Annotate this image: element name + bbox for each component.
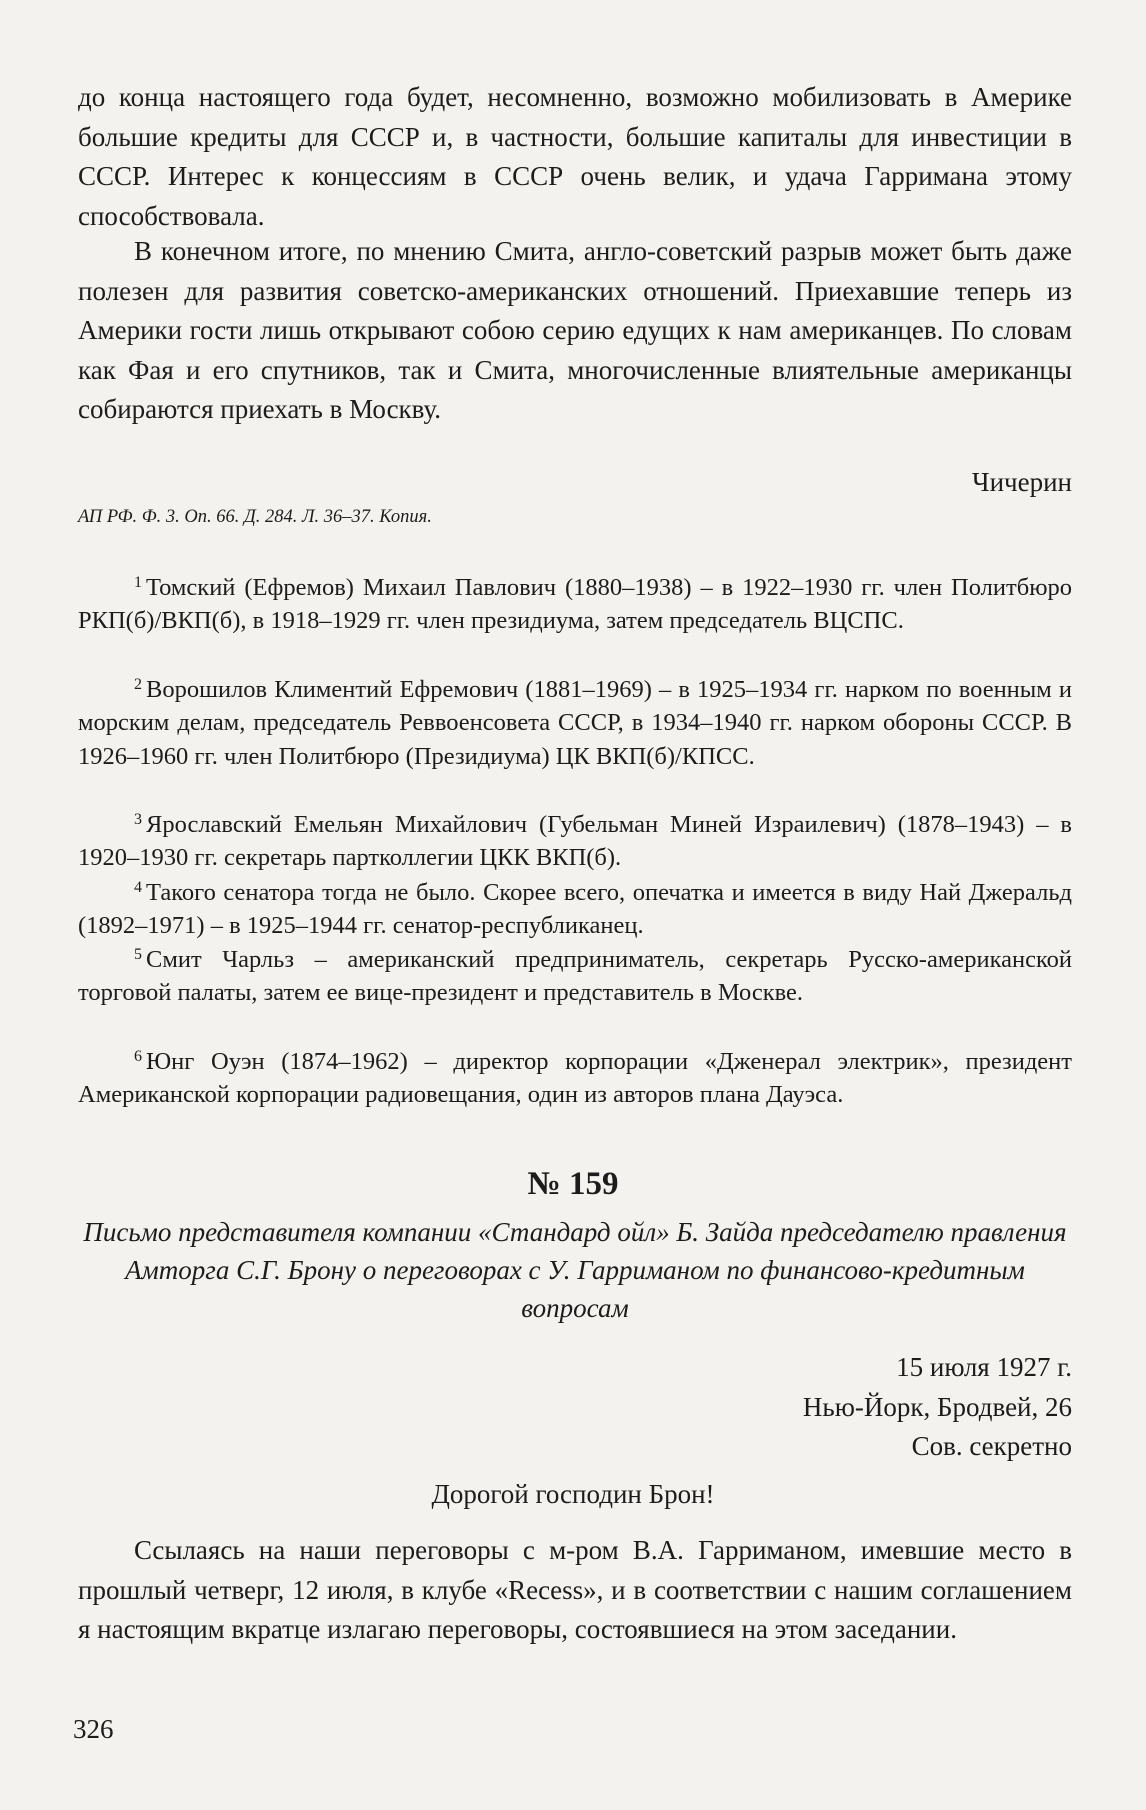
document-place: Нью-Йорк, Бродвей, 26 — [802, 1391, 1072, 1422]
footnote-4-text: Такого сенатора тогда не было. Скорее всего, опечатка и имеется в виду Най Джеральд (1892–1971) – в 1925–1944 гг. сенатор-республиканец. — [78, 879, 1072, 940]
footnote-6 — [78, 1040, 1072, 1112]
footnote-4 — [78, 871, 1072, 943]
footnote-2-text: Ворошилов Климентий Ефремович (1881–1969) – в 1925–1934 гг. нарком по военным и морским делам, председатель Реввоенсовета СССР, в 1934–1940 гг. нарком обороны СССР. В 1926–1960 гг. член Политбюро (Президиума) ЦК ВКП(б)/КПСС. — [78, 676, 1072, 770]
footnote-3 — [78, 803, 1072, 875]
document-meta — [803, 1348, 1072, 1467]
footnote-2 — [78, 668, 1072, 773]
footnote-5-text: Смит Чарльз – американский предприниматель, секретарь Русско-американской торговой палаты, затем ее вице-президент и представитель в Москве. — [78, 946, 1072, 1007]
footnote-5-number: 5 — [134, 946, 142, 963]
document-number: № 159 — [527, 1166, 619, 1202]
footnote-3-number: 3 — [134, 811, 142, 828]
archive-source: АП РФ. Ф. 3. Оп. 66. Д. 284. Л. 36–37. Копия. — [78, 507, 432, 527]
footnote-2-number: 2 — [134, 676, 142, 693]
paragraph-continued: до конца настоящего года будет, несомненно, возможно мобилизовать в Америке большие кредиты для СССР и, в частности, большие капиталы для инвестиции в СССР. Интерес к концессиям в СССР очень велик, и удача Гарримана этому способствовала. — [78, 82, 1072, 231]
document-classification: Сов. секретно — [911, 1431, 1072, 1461]
document-date: 15 июля 1927 г. — [896, 1352, 1072, 1382]
footnote-4-number: 4 — [134, 879, 142, 896]
footnote-1 — [78, 566, 1072, 638]
page-number: 326 — [73, 1714, 114, 1744]
footnote-1-text: Томский (Ефремов) Михаил Павлович (1880–1938) – в 1922–1930 гг. член Политбюро РКП(б)/ВКП(б), в 1918–1929 гг. член президиума, затем председатель ВЦСПС. — [78, 574, 1072, 635]
footnote-6-text: Юнг Оуэн (1874–1962) – директор корпорации «Дженерал электрик», президент Американской корпорации радиовещания, один из авторов плана Дауэса. — [78, 1048, 1072, 1109]
footnote-6-number: 6 — [134, 1048, 142, 1065]
footnote-3-text: Ярославский Емельян Михайлович (Губельман Миней Израилевич) (1878–1943) – в 1920–1930 гг. секретарь партколлегии ЦКК ВКП(б). — [78, 811, 1072, 872]
footnote-1-number: 1 — [134, 574, 142, 591]
letter-greeting: Дорогой господин Брон! — [431, 1479, 715, 1509]
footnote-5 — [78, 938, 1072, 1010]
document-title: Письмо представителя компании «Стандард ойл» Б. Зайда председателю правления Амторга С.Г. Брону о переговорах с У. Гарриманом по финансово-кредитным вопросам — [83, 1217, 1067, 1323]
paragraph-smith-opinion: В конечном итоге, по мнению Смита, англо-советский разрыв может быть даже полезен для развития советско-американских отношений. Приехавшие теперь из Америки гости лишь открывают собою серию едущих к нам американцев. По словам как Фая и его спутников, так и Смита, многочисленные влиятельные американцы собираются приехать в Москву. — [78, 236, 1072, 425]
letter-body: Ссылаясь на наши переговоры с м-ром В.А. Гарриманом, имевшие место в прошлый четверг, 12 июля, в клубе «Recess», и в соответствии с нашим соглашением я настоящим вкратце излагаю переговоры, состоявшиеся на этом заседании. — [78, 1535, 1072, 1645]
signature: Чичерин — [972, 467, 1072, 497]
